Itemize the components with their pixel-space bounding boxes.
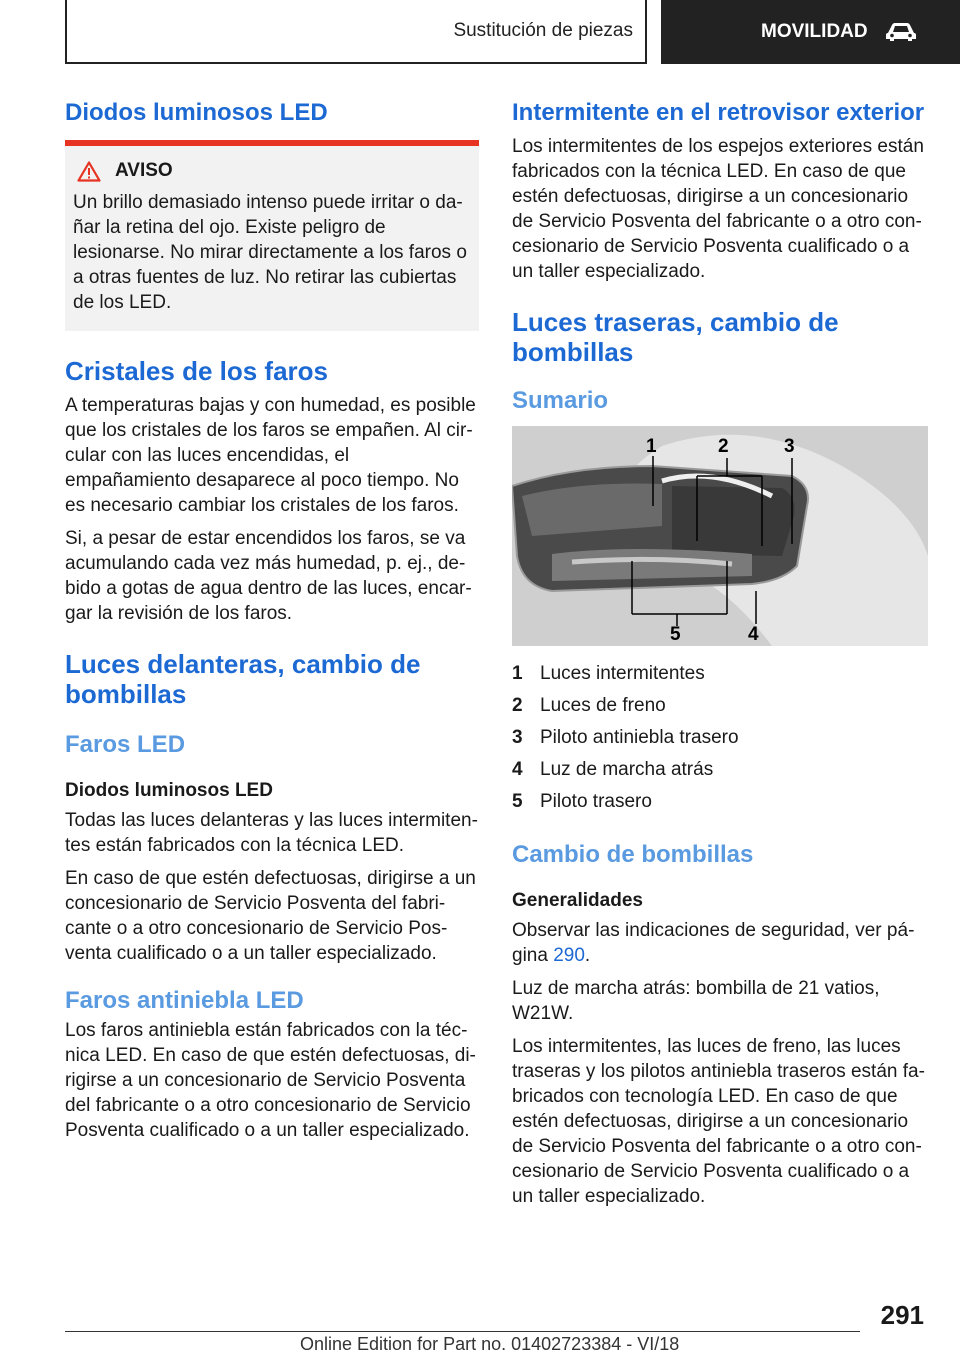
warning-box (65, 140, 479, 331)
heading-intermitente: Intermitente en el retrovisor exterior (512, 99, 925, 126)
page-link-290[interactable]: 290 (553, 944, 585, 966)
chapter-header (65, 0, 647, 64)
legend-number: 3 (512, 726, 523, 748)
heading-delanteras: Luces delanteras, cambio de bombillas (65, 648, 421, 709)
warning-text: Un brillo demasiado intenso puede irritar o dañar la retina del ojo. Existe peligro de lesionarse. No mirar directamente a los faros o a otras fuentes de luz. No retirar las cubiertas de los LED. (73, 192, 467, 313)
legend-text: Luz de marcha atrás (540, 758, 714, 780)
legend-number: 5 (512, 790, 523, 812)
heading-cristales: Cristales de los faros (65, 356, 328, 386)
heading-diodos: Diodos luminosos LED (65, 99, 328, 126)
legend-item (512, 658, 928, 690)
text-run: . (584, 944, 591, 966)
warning-title-row (73, 160, 471, 182)
heading-generalidades: Generalidades (512, 889, 643, 911)
right-column (512, 98, 928, 1217)
car-icon (884, 21, 918, 43)
legend-item (512, 690, 928, 722)
heading-diodos-2: Diodos luminosos LED (65, 779, 273, 801)
heading-faros-led: Faros LED (65, 730, 186, 758)
section-title: MOVILIDAD (761, 21, 868, 42)
figure-label: 2 (718, 435, 729, 457)
tail-light-figure (512, 426, 928, 646)
paragraph: Todas las luces delanteras y las luces intermitentes están fabricados con la técnica LED. (65, 809, 478, 856)
legend-item (512, 786, 928, 818)
text-run: Observar las indicaciones de seguridad, ver página (512, 919, 915, 966)
chapter-title: Sustitución de piezas (453, 20, 633, 41)
legend-item (512, 754, 928, 786)
legend-text: Luces intermitentes (540, 662, 705, 684)
heading-cambio: Cambio de bombillas (512, 840, 754, 868)
paragraph: Luz de marcha atrás: bombilla de 21 vatios, W21W. (512, 977, 880, 1024)
paragraph: En caso de que estén defectuosas, dirigirse a un concesionario de Servicio Posventa del fabricante o a otro concesionario de Servicio Posventa cualificado o a un taller especializado. (65, 867, 476, 964)
figure-label: 4 (748, 623, 759, 645)
left-column (65, 98, 479, 1151)
footer (300, 1334, 679, 1355)
section-header (661, 0, 960, 64)
paragraph: Los intermitentes de los espejos exteriores están fabricados con la técnica LED. En caso de que estén defectuosas, dirigirse a un concesionario de Servicio Posventa del fabricante o a otro concesionario de Servicio Posventa cualificado o a un taller especializado. (512, 136, 924, 282)
legend-text: Piloto antiniebla trasero (540, 726, 739, 748)
warning-triangle-icon (77, 161, 101, 182)
paragraph: Los intermitentes, las luces de freno, las luces traseras y los pilotos antiniebla traseros están fabricados con tecnología LED. En caso de que estén defectuosas, dirigirse a un concesionario de Servicio Posventa del fabricante o a otro concesionario de Servicio Posventa cualificado o a un taller especializado. (512, 1035, 925, 1207)
legend-number: 1 (512, 662, 523, 684)
legend-text: Piloto trasero (540, 790, 652, 812)
page-number: 291 (880, 1300, 924, 1330)
figure-label: 1 (646, 435, 657, 457)
paragraph: A temperaturas bajas y con humedad, es posible que los cristales de los faros se empañen. Al circular con las luces encendidas, el empañamiento desaparece al poco tiempo. No es necesario cambiar los cristales de los faros. (65, 394, 476, 516)
figure-legend (512, 658, 928, 818)
paragraph: Los faros antiniebla están fabricados con la técnica LED. En caso de que estén defectuosas, dirigirse a un concesionario de Servicio Posventa del fabricante o a otro concesionario de Servicio Posventa cualificado o a un taller especializado. (65, 1019, 476, 1141)
paragraph: Si, a pesar de estar encendidos los faros, se va acumulando cada vez más humedad, p. ej., debido a gotas de agua dentro de las luces, encargar la revisión de los faros. (65, 527, 472, 624)
heading-antiniebla: Faros antiniebla LED (65, 986, 304, 1014)
figure-label: 3 (784, 435, 795, 457)
heading-sumario: Sumario (512, 386, 609, 414)
warning-title: AVISO (115, 160, 173, 181)
edition-text: Online Edition for Part no. 01402723384 - VI/18 (300, 1334, 680, 1354)
footer-divider (65, 1331, 860, 1332)
legend-number: 2 (512, 694, 523, 716)
legend-text: Luces de freno (540, 694, 666, 716)
figure-label: 5 (670, 623, 681, 645)
paragraph (512, 918, 928, 968)
legend-item (512, 722, 928, 754)
legend-number: 4 (512, 758, 523, 780)
heading-traseras: Luces traseras, cambio de bombillas (512, 307, 839, 367)
